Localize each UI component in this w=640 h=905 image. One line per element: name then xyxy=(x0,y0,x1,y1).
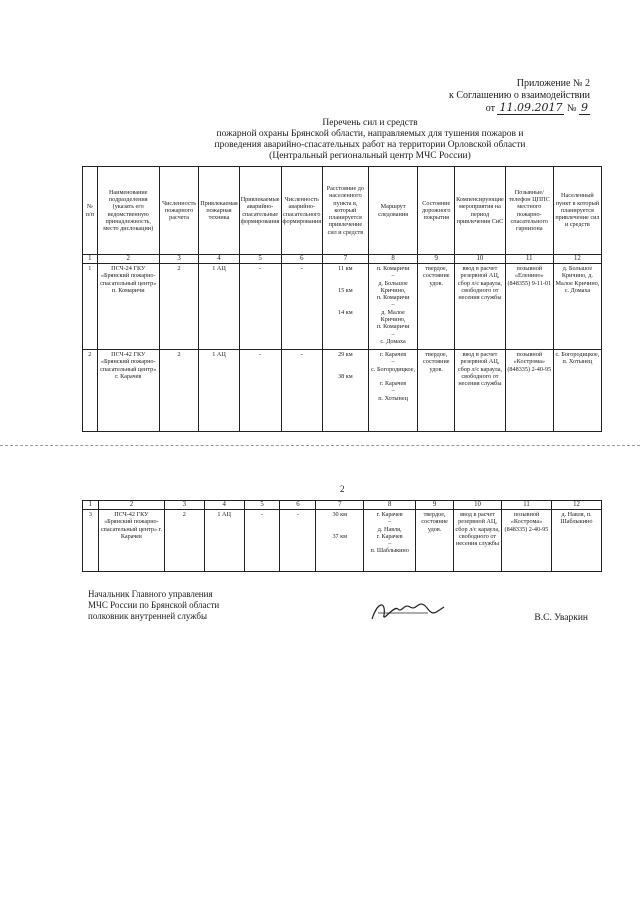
signer-name: В.С. Уваркин xyxy=(534,613,588,623)
table-header-row xyxy=(83,167,602,255)
header-cell: Маршрут следования xyxy=(368,167,418,255)
header-cell: Позывные/ телефон ЦППС местного пожарно-спасательного гарнизона xyxy=(505,167,553,255)
column-number: 6 xyxy=(280,501,316,510)
title-line-4: (Центральный региональный центр МЧС России) xyxy=(269,151,471,161)
cell-measures: ввод в расчет резервной АЦ, сбор л/с караула, свободного от несения службы xyxy=(455,264,506,350)
header-cell: Привлекаемая пожарная техника xyxy=(199,167,239,255)
cell-callsign: позывной «Еленино» (848355) 9-11-01 xyxy=(505,264,553,350)
cell-route: г. Карачев – д. Навля, г. Карачев – п. Шаблыкино xyxy=(364,510,416,572)
header-cell: Населенный пункт в который планируется привлечение сил и средств xyxy=(553,167,601,255)
cell-measures: ввод в расчет резервной АЦ, сбор л/с караула, свободного от несения службы xyxy=(454,510,502,572)
column-number: 11 xyxy=(502,501,552,510)
column-number: 2 xyxy=(97,255,159,264)
title-line-1: Перечень сил и средств xyxy=(322,118,418,128)
signatory-position-2: МЧС России по Брянской области xyxy=(88,600,220,610)
column-number: 11 xyxy=(505,255,553,264)
column-number: 3 xyxy=(164,501,204,510)
cell-route: п. Комаричи – д. Большое Кричино, п. Комаричи – д. Малое Кричино, п. Комаричи – с. Домаха xyxy=(368,264,418,350)
cell-formation-count: - xyxy=(280,510,316,572)
appendix-header xyxy=(449,78,590,115)
column-number: 9 xyxy=(418,255,455,264)
column-number: 12 xyxy=(551,501,601,510)
cell-unit: ПСЧ-42 ГКУ «Брянский пожарно-спасательный центр» г. Карачев xyxy=(98,510,164,572)
cell-destination: д. Навля, п. Шаблыкино xyxy=(551,510,601,572)
cell-unit: ПСЧ-24 ГКУ «Брянский пожарно-спасательный центр» п. Комаричи xyxy=(97,264,159,350)
cell-crew: 2 xyxy=(159,264,198,350)
appendix-date-line xyxy=(486,102,590,115)
cell-formations: - xyxy=(244,510,280,572)
cell-formation-count: - xyxy=(281,350,323,432)
cell-formations: - xyxy=(239,264,281,350)
title-line-2: пожарной охраны Брянской области, направляемых для тушения пожаров и xyxy=(216,129,524,139)
forces-table-continued xyxy=(82,500,602,572)
cell-destination: с. Богородицкое, п. Хотынец xyxy=(553,350,601,432)
cell-no: 3 xyxy=(83,510,99,572)
cell-destination: д. Большое Кричино, д. Малое Кричино, с. Домаха xyxy=(553,264,601,350)
cell-crew: 2 xyxy=(164,510,204,572)
table-row xyxy=(83,510,602,572)
header-cell: Наименование подразделения (указать его ведомственную принадлежность, место дислокации) xyxy=(97,167,159,255)
column-number: 10 xyxy=(455,255,506,264)
column-number: 3 xyxy=(159,255,198,264)
column-number-row xyxy=(83,255,602,264)
header-cell: № п/п xyxy=(83,167,98,255)
column-number: 2 xyxy=(98,501,164,510)
cell-equipment: 1 АЦ xyxy=(204,510,244,572)
column-number-row xyxy=(83,501,602,510)
cell-callsign: позывной «Кострома» (848335) 2-40-95 xyxy=(505,350,553,432)
cell-callsign: позывной «Кострома» (848335) 2-40-95 xyxy=(502,510,552,572)
handwritten-number: 9 xyxy=(581,101,588,114)
cell-route: г. Карачев – с. Богородицкое, г. Карачев – п. Хотынец xyxy=(368,350,418,432)
appendix-agreement: к Соглашению о взаимодействии xyxy=(449,90,590,101)
forces-table xyxy=(82,166,602,432)
column-number: 5 xyxy=(244,501,280,510)
header-cell: Компенсирующие мероприятия на период привлечения СиС xyxy=(455,167,506,255)
cell-no: 2 xyxy=(83,350,98,432)
page-separator xyxy=(0,445,640,446)
cell-formations: - xyxy=(239,350,281,432)
header-cell: Привлекаемые аварийно-спасательные формирования xyxy=(239,167,281,255)
cell-unit: ПСЧ-42 ГКУ «Брянский пожарно-спасательный центр» г. Карачев xyxy=(97,350,159,432)
column-number: 5 xyxy=(239,255,281,264)
signatory-block xyxy=(88,589,219,622)
cell-formation-count: - xyxy=(281,264,323,350)
handwritten-signature xyxy=(368,597,448,627)
column-number: 8 xyxy=(364,501,416,510)
signatory-position-1: Начальник Главного управления xyxy=(88,589,213,599)
table-row xyxy=(83,350,602,432)
column-number: 7 xyxy=(323,255,369,264)
column-number: 10 xyxy=(454,501,502,510)
column-number: 4 xyxy=(199,255,239,264)
column-number: 12 xyxy=(553,255,601,264)
cell-crew: 2 xyxy=(159,350,198,432)
header-cell: Численность пожарного расчета xyxy=(159,167,198,255)
appendix-title: Приложение № 2 xyxy=(516,78,590,89)
cell-road: твердое, состояние удов. xyxy=(418,350,455,432)
document-title xyxy=(150,118,590,162)
cell-equipment: 1 АЦ xyxy=(199,350,239,432)
header-cell: Расстояние до населенного пункта в, который планируется привлечение сил и средств xyxy=(323,167,369,255)
date-prefix: от xyxy=(485,103,495,114)
cell-no: 1 xyxy=(83,264,98,350)
cell-road: твердое, состояние удов. xyxy=(416,510,454,572)
column-number: 4 xyxy=(204,501,244,510)
page-number: 2 xyxy=(340,484,345,494)
cell-equipment: 1 АЦ xyxy=(199,264,239,350)
signatory-rank: полковник внутренней службы xyxy=(88,611,207,621)
column-number: 1 xyxy=(83,255,98,264)
number-prefix: № xyxy=(566,103,577,114)
cell-measures: ввод в расчет резервной АЦ, сбор л/с караула, свободного от несения службы xyxy=(455,350,506,432)
cell-distance: 11 км 15 км 14 км xyxy=(323,264,369,350)
table-row xyxy=(83,264,602,350)
cell-distance: 29 км 38 км xyxy=(323,350,369,432)
cell-road: твердое, состояние удов. xyxy=(418,264,455,350)
header-cell: Состояние дорожного покрытия xyxy=(418,167,455,255)
column-number: 1 xyxy=(83,501,99,510)
column-number: 9 xyxy=(416,501,454,510)
handwritten-date: 11.09.2017 xyxy=(499,101,563,114)
column-number: 7 xyxy=(316,501,364,510)
cell-distance: 30 км 37 км xyxy=(316,510,364,572)
column-number: 8 xyxy=(368,255,418,264)
column-number: 6 xyxy=(281,255,323,264)
title-line-3: проведения аварийно-спасательных работ на территории Орловской области xyxy=(214,140,526,150)
header-cell: Численность аварийно-спасательного формирования xyxy=(281,167,323,255)
